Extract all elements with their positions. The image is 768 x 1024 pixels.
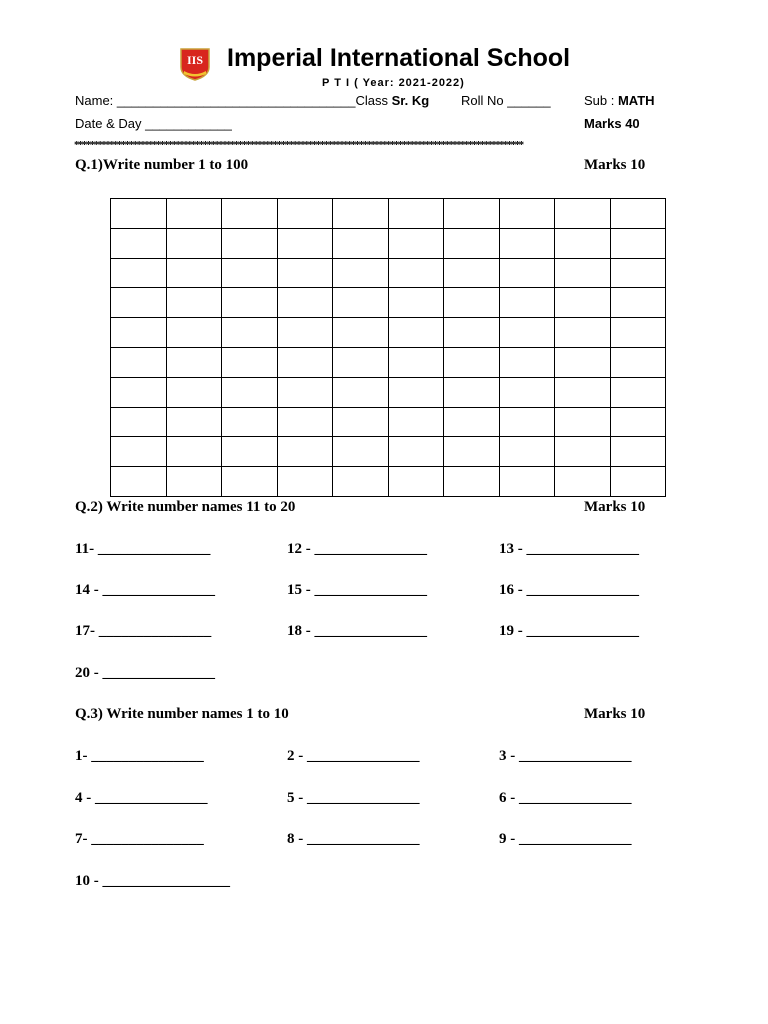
grid-cell[interactable]: [277, 377, 333, 407]
grid-cell[interactable]: [499, 288, 555, 318]
class-value: Sr. Kg: [391, 93, 430, 108]
grid-cell[interactable]: [277, 437, 333, 467]
q2-item-18[interactable]: 18 - _______________: [287, 623, 427, 639]
grid-cell[interactable]: [388, 437, 444, 467]
q2-marks: Marks 10: [584, 499, 646, 515]
grid-cell[interactable]: [222, 199, 278, 229]
grid-cell[interactable]: [555, 437, 611, 467]
grid-row: [111, 228, 666, 258]
grid-cell[interactable]: [444, 407, 500, 437]
grid-cell[interactable]: [444, 347, 500, 377]
grid-cell[interactable]: [499, 199, 555, 229]
name-class-line: [75, 93, 429, 108]
q2-item-17[interactable]: 17- _______________: [75, 623, 212, 639]
grid-cell[interactable]: [444, 258, 500, 288]
grid-cell[interactable]: [166, 258, 222, 288]
grid-cell[interactable]: [499, 318, 555, 348]
grid-cell[interactable]: [499, 347, 555, 377]
grid-cell[interactable]: [222, 467, 278, 497]
grid-cell[interactable]: [111, 318, 167, 348]
grid-cell[interactable]: [111, 467, 167, 497]
grid-cell[interactable]: [555, 258, 611, 288]
grid-cell[interactable]: [222, 288, 278, 318]
grid-cell[interactable]: [222, 407, 278, 437]
grid-cell[interactable]: [555, 199, 611, 229]
grid-cell[interactable]: [333, 288, 389, 318]
grid-cell[interactable]: [166, 318, 222, 348]
q1-marks: Marks 10: [584, 157, 646, 173]
grid-cell[interactable]: [499, 258, 555, 288]
grid-cell[interactable]: [388, 407, 444, 437]
q3-title: Q.3) Write number names 1 to 10: [75, 706, 289, 722]
grid-cell[interactable]: [610, 258, 666, 288]
grid-cell[interactable]: [277, 199, 333, 229]
grid-row: [111, 437, 666, 467]
grid-cell[interactable]: [222, 347, 278, 377]
q2-title: Q.2) Write number names 11 to 20: [75, 499, 296, 515]
grid-cell[interactable]: [333, 377, 389, 407]
grid-cell[interactable]: [388, 288, 444, 318]
q1-title: Q.1)Write number 1 to 100: [75, 157, 249, 173]
grid-cell[interactable]: [555, 228, 611, 258]
grid-cell[interactable]: [222, 318, 278, 348]
grid-cell[interactable]: [111, 437, 167, 467]
grid-cell[interactable]: [610, 288, 666, 318]
grid-cell[interactable]: [610, 377, 666, 407]
q2-item-12[interactable]: 12 - _______________: [287, 541, 427, 557]
grid-cell[interactable]: [499, 228, 555, 258]
q3-item-4[interactable]: 4 - _______________: [75, 790, 208, 806]
grid-cell[interactable]: [388, 258, 444, 288]
grid-cell[interactable]: [166, 228, 222, 258]
grid-cell[interactable]: [333, 347, 389, 377]
grid-cell[interactable]: [388, 377, 444, 407]
grid-cell[interactable]: [610, 467, 666, 497]
grid-cell[interactable]: [388, 318, 444, 348]
grid-cell[interactable]: [555, 467, 611, 497]
grid-cell[interactable]: [277, 467, 333, 497]
grid-cell[interactable]: [610, 437, 666, 467]
q2-item-11[interactable]: 11- _______________: [75, 541, 211, 557]
grid-cell[interactable]: [111, 288, 167, 318]
q3-item-5[interactable]: 5 - _______________: [287, 790, 420, 806]
grid-cell[interactable]: [166, 467, 222, 497]
school-name: Imperial International School: [227, 44, 571, 72]
number-grid: [110, 198, 666, 497]
q3-item-2[interactable]: 2 - _______________: [287, 748, 420, 764]
roll-no-field[interactable]: Roll No ______: [461, 93, 551, 108]
grid-cell[interactable]: [277, 228, 333, 258]
grid-cell[interactable]: [499, 437, 555, 467]
total-marks: Marks 40: [584, 116, 640, 131]
q2-item-16[interactable]: 16 - _______________: [499, 582, 639, 598]
grid-row: [111, 258, 666, 288]
grid-cell[interactable]: [555, 377, 611, 407]
grid-cell[interactable]: [444, 377, 500, 407]
grid-cell[interactable]: [610, 347, 666, 377]
grid-cell[interactable]: [111, 347, 167, 377]
grid-cell[interactable]: [444, 437, 500, 467]
grid-cell[interactable]: [555, 288, 611, 318]
grid-row: [111, 467, 666, 497]
q3-item-1[interactable]: 1- _______________: [75, 748, 204, 764]
grid-cell[interactable]: [222, 228, 278, 258]
grid-cell[interactable]: [388, 467, 444, 497]
grid-cell[interactable]: [388, 199, 444, 229]
grid-cell[interactable]: [333, 199, 389, 229]
grid-cell[interactable]: [444, 467, 500, 497]
q3-item-9[interactable]: 9 - _______________: [499, 831, 632, 847]
grid-cell[interactable]: [444, 199, 500, 229]
grid-cell[interactable]: [555, 407, 611, 437]
grid-row: [111, 199, 666, 229]
subject-label: Sub :: [584, 93, 618, 108]
logo-letters: IIS: [186, 53, 204, 67]
grid-cell[interactable]: [444, 288, 500, 318]
grid-cell[interactable]: [333, 318, 389, 348]
grid-row: [111, 347, 666, 377]
grid-cell[interactable]: [388, 228, 444, 258]
grid-cell[interactable]: [444, 318, 500, 348]
q3-item-10[interactable]: 10 - _________________: [75, 873, 230, 889]
grid-cell[interactable]: [166, 377, 222, 407]
grid-cell[interactable]: [277, 347, 333, 377]
grid-cell[interactable]: [444, 228, 500, 258]
q2-item-15[interactable]: 15 - _______________: [287, 582, 427, 598]
school-logo: [179, 47, 211, 81]
grid-cell[interactable]: [166, 437, 222, 467]
grid-cell[interactable]: [166, 407, 222, 437]
grid-cell[interactable]: [333, 407, 389, 437]
grid-cell[interactable]: [388, 347, 444, 377]
name-field[interactable]: Name: _________________________________Class: [75, 93, 392, 108]
grid-cell[interactable]: [166, 288, 222, 318]
grid-cell[interactable]: [333, 258, 389, 288]
q3-item-8[interactable]: 8 - _______________: [287, 831, 420, 847]
grid-cell[interactable]: [277, 258, 333, 288]
grid-cell[interactable]: [610, 407, 666, 437]
grid-cell[interactable]: [277, 288, 333, 318]
grid-cell[interactable]: [111, 228, 167, 258]
subject-value: MATH: [617, 93, 655, 108]
grid-cell[interactable]: [610, 318, 666, 348]
grid-cell[interactable]: [610, 228, 666, 258]
grid-cell[interactable]: [499, 407, 555, 437]
q3-item-6[interactable]: 6 - _______________: [499, 790, 632, 806]
q3-marks: Marks 10: [584, 706, 646, 722]
grid-cell[interactable]: [222, 258, 278, 288]
grid-cell[interactable]: [555, 318, 611, 348]
date-day-field[interactable]: Date & Day ____________: [75, 116, 232, 131]
grid-cell[interactable]: [111, 199, 167, 229]
grid-cell[interactable]: [499, 467, 555, 497]
grid-cell[interactable]: [610, 199, 666, 229]
exam-title: P T I ( Year: 2021-2022): [322, 77, 465, 89]
grid-row: [111, 407, 666, 437]
grid-cell[interactable]: [222, 437, 278, 467]
grid-cell[interactable]: [111, 258, 167, 288]
grid-cell[interactable]: [333, 437, 389, 467]
grid-cell[interactable]: [111, 407, 167, 437]
grid-row: [111, 377, 666, 407]
grid-cell[interactable]: [222, 377, 278, 407]
q3-item-3[interactable]: 3 - _______________: [499, 748, 632, 764]
star-divider: *******************************************************************************************************************: [74, 139, 523, 151]
q2-item-14[interactable]: 14 - _______________: [75, 582, 215, 598]
grid-cell[interactable]: [166, 347, 222, 377]
grid-row: [111, 288, 666, 318]
q2-item-13[interactable]: 13 - _______________: [499, 541, 639, 557]
grid-row: [111, 318, 666, 348]
grid-cell[interactable]: [277, 407, 333, 437]
grid-cell[interactable]: [166, 199, 222, 229]
q2-item-19[interactable]: 19 - _______________: [499, 623, 639, 639]
q3-item-7[interactable]: 7- _______________: [75, 831, 204, 847]
grid-cell[interactable]: [499, 377, 555, 407]
grid-cell[interactable]: [111, 377, 167, 407]
grid-cell[interactable]: [333, 467, 389, 497]
q2-item-20[interactable]: 20 - _______________: [75, 665, 215, 681]
grid-cell[interactable]: [555, 347, 611, 377]
grid-cell[interactable]: [333, 228, 389, 258]
subject-line: [584, 93, 655, 108]
grid-cell[interactable]: [277, 318, 333, 348]
